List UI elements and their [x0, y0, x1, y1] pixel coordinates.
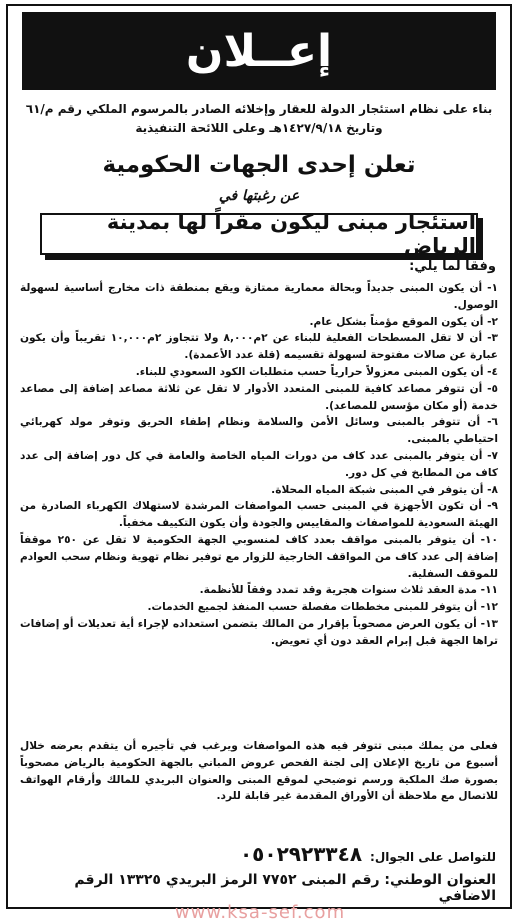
contact-label: للتواصل على الجوال: [370, 850, 496, 864]
condition-item: ٨- أن يتوفر في المبنى شبكة المياه المحلاة. [271, 483, 498, 496]
wish-text: عن رغبتها في [218, 188, 300, 204]
condition-item: ١١- مدة العقد ثلاث سنوات هجرية وقد تمدد وفقاً للأنظمة. [199, 584, 498, 597]
condition-item: ٩- أن تكون الأجهزة في المبنى حسب المواصفات المرشدة لاستهلاك الكهرباء الصادرة من الهيئة السعودية للمواصفات والمقاييس والجودة وأن يكون التكييف مخفياً. [20, 500, 498, 530]
announce-heading: تعلن إحدى الجهات الحكومية [102, 152, 416, 178]
condition-item: ١٢- أن يتوفر للمبنى مخططات مفصلة حسب المنفذ لجميع الخدمات. [147, 601, 498, 614]
condition-item: ٧- أن يتوفر بالمبنى عدد كاف من دورات المياه الخاصة والعامة في كل دور إضافة إلى عدد كاف من المطابخ في كل دور. [20, 449, 498, 479]
national-address: العنوان الوطني: رقم المبنى ٧٧٥٢ الرمز البريدي ١٣٣٢٥ الرقم الاضافي [74, 872, 496, 904]
condition-item: ١- أن يكون المبنى جديداً وبحالة معمارية ممتازة ويقع بمنطقة ذات مخارج أساسية لسهولة الوصول. [20, 282, 498, 311]
intro-line-2: وتاريخ ١٤٢٧/٩/١٨هـ وعلى اللائحة التنفيذية [135, 121, 383, 135]
subject-text: استئجار مبنى ليكون مقراً لها بمدينة الرياض [106, 210, 476, 258]
as-follows-label: وفقاً لما يلي: [409, 259, 496, 274]
conditions-list [20, 280, 498, 650]
condition-item: ١٣- أن يكون العرض مصحوباً بإقرار من المالك بتضمن استعداده لإجراء أية تعديلات أو إضافات تراها الجهة قبل إبرام العقد دون أي تعويض. [20, 617, 498, 647]
contact-row [22, 842, 496, 866]
condition-item: ٦- أن تتوفر بالمبنى وسائل الأمن والسلامة ونظام إطفاء الحريق وتوفر مولد كهربائي احتياطي بالمبنى. [20, 416, 498, 446]
subject-box [40, 210, 478, 258]
condition-item: ٥- أن تتوفر مصاعد كافية للمبنى المتعدد الأدوار لا تقل عن ثلاثة مصاعد إضافة إلى مصاعد خدمة (أو مكان مؤسس للمصاعد). [20, 382, 498, 412]
condition-item: ٢- أن يكون الموقع مؤمناً بشكل عام. [309, 315, 498, 328]
condition-item: ١٠- أن يتوفر بالمبنى مواقف بعدد كاف لمنسوبي الجهة الحكومية لا تقل عن ٢٥٠ موقفاً إضافة إلى عدد كاف من المواقف الخارجية للزوار مع توفير نظام تهوية ونظام سحب العوادم للموقف السفلية. [20, 533, 498, 580]
contact-phone: ٠٥٠٢٩٢٣٣٤٨ [239, 842, 363, 866]
intro-line-1: بناء على نظام استئجار الدولة للعقار وإخلائه الصادر بالمرسوم الملكي رقم م/٦١ [25, 102, 493, 116]
condition-item: ٣- أن لا تقل المسطحات الفعلية للبناء عن ٢م٨,٠٠٠ ولا تتجاوز ٢م١٠,٠٠٠ تقريباً وأن يكون عبارة عن صالات مفتوحة لسهولة تقسيمه (قلة عدد الأعمدة). [20, 332, 498, 362]
watermark-url: www.ksa-sef.com [174, 902, 346, 923]
header-bar [22, 12, 496, 90]
intro-text [22, 100, 496, 138]
announcement-page [6, 4, 512, 909]
condition-item: ٤- أن يكون المبنى معزولاً حرارياً حسب متطلبات الكود السعودي للبناء. [135, 365, 498, 378]
announcement-title: إعــلان [185, 25, 333, 77]
closing-paragraph: فعلى من يملك مبنى تتوفر فيه هذه المواصفات ويرغب في تأجيره أن يتقدم بعرضه خلال أسبوع من تاريخ الإعلان إلى لجنة الفحص عروض المباني بالجهة الحكومية بالرياض مصحوباً بصورة صك الملكية ورسم توضيحي لموقع المبنى والعنوان البريدي للمالك وأرقام الهواتف للاتصال مع ملاحظة أن الأوراق المقدمة غير قابلة للرد. [20, 740, 498, 803]
